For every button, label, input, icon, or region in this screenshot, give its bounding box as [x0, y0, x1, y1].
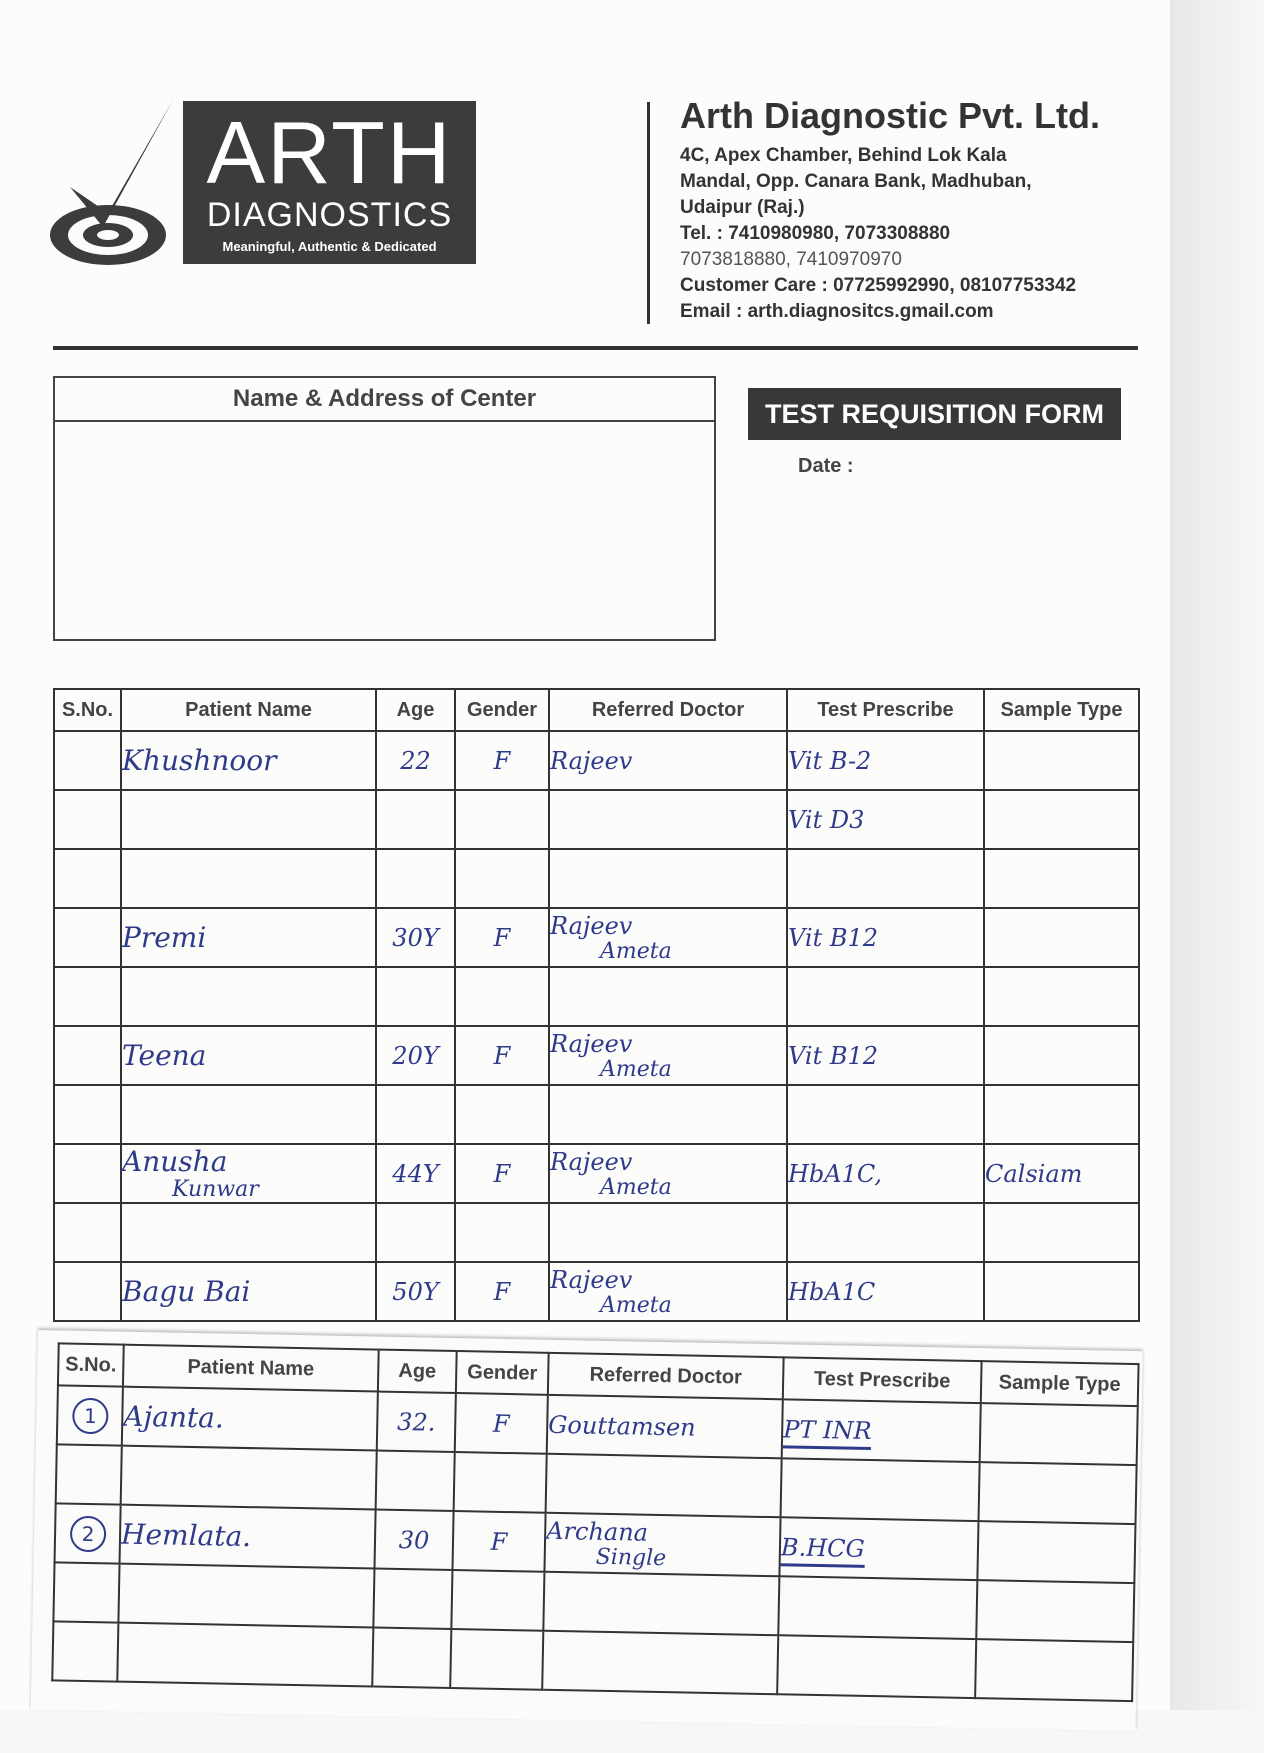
- cell-gender[interactable]: [455, 790, 549, 849]
- patient-table-1: [53, 688, 1140, 1322]
- cell-test-prescribe[interactable]: [787, 908, 984, 967]
- cell-age[interactable]: 32.: [377, 1392, 456, 1452]
- patient-name-value: Bagu Bai: [122, 1275, 251, 1308]
- test-value: HbA1C,: [788, 1159, 883, 1188]
- sno-value: 1: [72, 1398, 109, 1435]
- cell-gender[interactable]: [455, 1203, 549, 1262]
- cell-gender[interactable]: [455, 849, 549, 908]
- cell-gender[interactable]: F: [455, 1144, 549, 1203]
- cell-age[interactable]: [376, 849, 455, 908]
- patient-name-value: Hemlata.: [120, 1517, 252, 1554]
- cell-sample-type[interactable]: Calsiam: [984, 1144, 1139, 1203]
- cell-test-prescribe[interactable]: [787, 1026, 984, 1085]
- doctor-line2: Ameta: [600, 1174, 672, 1200]
- col-patient-name: Patient Name: [123, 1345, 379, 1392]
- cell-patient-name[interactable]: [121, 1026, 376, 1085]
- cell-gender[interactable]: F: [452, 1511, 545, 1572]
- patient-name-value: Teena: [122, 1039, 207, 1072]
- cell-test-prescribe[interactable]: [782, 1399, 981, 1462]
- telephone: Tel. : 7410980980, 7073308880: [680, 223, 951, 244]
- brand-logo: [48, 95, 488, 270]
- test-value: HbA1C: [788, 1277, 876, 1306]
- cell-sample-type[interactable]: [984, 1203, 1139, 1262]
- col-referred-doctor: Referred Doctor: [548, 1353, 784, 1400]
- cell-patient-name[interactable]: [121, 790, 376, 849]
- patient-name-value: Anusha: [122, 1145, 228, 1178]
- doctor-line2: Ameta: [600, 938, 672, 964]
- cell-age[interactable]: [376, 1203, 455, 1262]
- col-sample-type: Sample Type: [984, 689, 1139, 731]
- cell-sample-type[interactable]: [984, 1026, 1139, 1085]
- cell-sno[interactable]: [54, 908, 121, 967]
- company-name: Arth Diagnostic Pvt. Ltd.: [680, 95, 1101, 136]
- cell-test-prescribe[interactable]: [787, 1262, 984, 1321]
- cell-referred-doctor[interactable]: [542, 1631, 778, 1695]
- page-edge: [1170, 0, 1264, 1753]
- cell-age[interactable]: [376, 967, 455, 1026]
- cell-gender[interactable]: F: [455, 1026, 549, 1085]
- cell-referred-doctor[interactable]: [549, 1144, 787, 1203]
- cell-patient-name[interactable]: [117, 1623, 373, 1687]
- table-row: [54, 1203, 1139, 1262]
- doctor-value: Rajeev: [550, 1029, 633, 1058]
- cell-patient-name[interactable]: [121, 1085, 376, 1144]
- cell-sample-type[interactable]: [984, 731, 1139, 790]
- table-row: [54, 1262, 1139, 1321]
- cell-gender[interactable]: F: [455, 908, 549, 967]
- cell-sample-type[interactable]: [984, 908, 1139, 967]
- cell-sno[interactable]: [54, 1085, 121, 1144]
- table-row: [54, 790, 1139, 849]
- cell-sno[interactable]: [54, 1262, 121, 1321]
- cell-sno[interactable]: [56, 1444, 122, 1504]
- cell-patient-name[interactable]: [120, 1505, 376, 1569]
- test-value: B.HCG: [781, 1533, 865, 1568]
- cell-sno[interactable]: [52, 1621, 118, 1681]
- cell-sample-type[interactable]: [976, 1580, 1134, 1642]
- cell-referred-doctor[interactable]: [549, 1026, 787, 1085]
- col-age: Age: [376, 689, 455, 731]
- cell-gender[interactable]: [455, 1085, 549, 1144]
- col-sno: S.No.: [54, 689, 121, 731]
- cell-sample-type[interactable]: [984, 1085, 1139, 1144]
- cell-test-prescribe[interactable]: [787, 967, 984, 1026]
- cell-patient-name[interactable]: [121, 849, 376, 908]
- date-label: Date :: [798, 455, 854, 477]
- col-test-prescribe: Test Prescribe: [787, 689, 984, 731]
- doctor-value: Rajeev: [550, 1265, 633, 1294]
- col-sno: S.No.: [58, 1343, 124, 1386]
- cell-sno[interactable]: [54, 1026, 121, 1085]
- col-age: Age: [378, 1350, 457, 1393]
- cell-age[interactable]: 44Y: [376, 1144, 455, 1203]
- col-referred-doctor: Referred Doctor: [549, 689, 787, 731]
- cell-referred-doctor[interactable]: [549, 908, 787, 967]
- cell-test-prescribe[interactable]: [779, 1517, 978, 1580]
- cell-patient-name[interactable]: [121, 1203, 376, 1262]
- col-gender: Gender: [456, 1351, 549, 1395]
- test-value: PT INR: [783, 1415, 872, 1450]
- cell-test-prescribe[interactable]: [781, 1458, 980, 1521]
- cell-sno[interactable]: [54, 967, 121, 1026]
- doctor-line2: Ameta: [600, 1056, 672, 1082]
- cell-gender[interactable]: [455, 967, 549, 1026]
- cell-test-prescribe[interactable]: [787, 731, 984, 790]
- cell-test-prescribe[interactable]: [778, 1576, 977, 1639]
- col-gender: Gender: [455, 689, 549, 731]
- cell-referred-doctor[interactable]: [549, 849, 787, 908]
- cell-age[interactable]: [376, 790, 455, 849]
- sno-value: 2: [70, 1516, 107, 1553]
- cell-patient-name[interactable]: [121, 908, 376, 967]
- cell-referred-doctor[interactable]: [549, 790, 787, 849]
- cell-sno[interactable]: [53, 1562, 119, 1622]
- patient-name-value: Khushnoor: [122, 744, 277, 777]
- cell-sno[interactable]: [54, 1203, 121, 1262]
- patient-table-2: [51, 1342, 1139, 1702]
- cell-gender[interactable]: F: [455, 1262, 549, 1321]
- logo-tagline: Meaningful, Authentic & Dedicated: [222, 239, 437, 254]
- logo-brand-text: ARTH: [206, 103, 453, 202]
- cell-patient-name[interactable]: [121, 1262, 376, 1321]
- doctor-line2: Ameta: [600, 1292, 672, 1318]
- center-box-heading: Name & Address of Center: [55, 378, 714, 422]
- table-row: [54, 908, 1139, 967]
- cell-gender[interactable]: F: [455, 731, 549, 790]
- col-patient-name: Patient Name: [121, 689, 376, 731]
- doctor-value: Rajeev: [550, 911, 633, 940]
- cell-age[interactable]: 50Y: [376, 1262, 455, 1321]
- cell-sample-type[interactable]: [984, 790, 1139, 849]
- cell-age[interactable]: 30: [374, 1510, 453, 1570]
- cell-test-prescribe[interactable]: [787, 790, 984, 849]
- telephone-2: 7073818880, 7410970970: [680, 249, 902, 270]
- cell-age[interactable]: [373, 1569, 452, 1629]
- company-info: [680, 95, 1150, 325]
- doctor-value: Gouttamsen: [548, 1410, 696, 1442]
- target-check-icon: [48, 95, 188, 270]
- address-line-3: Udaipur (Raj.): [680, 197, 805, 218]
- cell-patient-name[interactable]: [122, 1387, 378, 1451]
- cell-gender[interactable]: F: [455, 1393, 548, 1454]
- second-sheet: [31, 1330, 1143, 1731]
- cell-test-prescribe[interactable]: [777, 1635, 976, 1698]
- cell-referred-doctor[interactable]: [549, 731, 787, 790]
- cell-age[interactable]: 20Y: [376, 1026, 455, 1085]
- address-line-2: Mandal, Opp. Canara Bank, Madhuban,: [680, 171, 1032, 192]
- patient-name-value: Premi: [122, 921, 207, 954]
- cell-sample-type[interactable]: [984, 849, 1139, 908]
- cell-age[interactable]: [376, 1451, 455, 1511]
- table-row: [54, 1085, 1139, 1144]
- logo-sub-text: DIAGNOSTICS: [206, 196, 453, 234]
- cell-gender[interactable]: [454, 1452, 547, 1513]
- cell-test-prescribe[interactable]: [787, 1085, 984, 1144]
- cell-gender[interactable]: [450, 1629, 543, 1690]
- table-row: [54, 967, 1139, 1026]
- col-test-prescribe: Test Prescribe: [783, 1357, 982, 1403]
- test-value: Vit B12: [788, 1041, 879, 1070]
- table-row: [54, 849, 1139, 908]
- cell-patient-name[interactable]: [121, 967, 376, 1026]
- header-divider: [647, 102, 650, 324]
- cell-age[interactable]: [376, 1085, 455, 1144]
- center-address-box[interactable]: [53, 376, 716, 641]
- cell-age[interactable]: 22: [376, 731, 455, 790]
- cell-referred-doctor[interactable]: [546, 1454, 782, 1518]
- header-rule: [53, 346, 1138, 350]
- logo-wordmark: [183, 101, 476, 264]
- patient-name-value: Ajanta.: [123, 1399, 225, 1435]
- cell-sno[interactable]: [54, 790, 121, 849]
- cell-age[interactable]: [372, 1627, 451, 1687]
- cell-referred-doctor[interactable]: [543, 1572, 779, 1636]
- cell-patient-name[interactable]: [121, 1144, 376, 1203]
- cell-sample-type[interactable]: [975, 1639, 1133, 1701]
- doctor-value: Rajeev: [550, 1147, 633, 1176]
- cell-referred-doctor[interactable]: [547, 1395, 783, 1459]
- patient-name-line2: Kunwar: [172, 1177, 259, 1202]
- doctor-value: Archana: [545, 1516, 649, 1547]
- cell-patient-name[interactable]: [121, 1446, 377, 1510]
- cell-referred-doctor[interactable]: [549, 1085, 787, 1144]
- cell-sample-type[interactable]: [977, 1521, 1135, 1583]
- cell-referred-doctor[interactable]: [549, 1262, 787, 1321]
- cell-sample-type[interactable]: [980, 1403, 1138, 1465]
- cell-test-prescribe[interactable]: [787, 1144, 984, 1203]
- table-header-row: [54, 689, 1139, 731]
- cell-sample-type[interactable]: [979, 1462, 1137, 1524]
- test-value: Vit B-2: [788, 746, 872, 775]
- cell-referred-doctor[interactable]: [549, 1203, 787, 1262]
- cell-patient-name[interactable]: [121, 731, 376, 790]
- table-row: [54, 1144, 1139, 1203]
- cell-patient-name[interactable]: [118, 1564, 374, 1628]
- cell-age[interactable]: 30Y: [376, 908, 455, 967]
- test-value: Vit B12: [788, 923, 879, 952]
- cell-test-prescribe[interactable]: [787, 849, 984, 908]
- doctor-value: Rajeev: [550, 746, 633, 775]
- test-value: Vit D3: [788, 805, 865, 834]
- cell-test-prescribe[interactable]: [787, 1203, 984, 1262]
- col-sample-type: Sample Type: [981, 1361, 1139, 1406]
- cell-gender[interactable]: [451, 1570, 544, 1631]
- cell-sno[interactable]: [57, 1385, 123, 1445]
- cell-sno[interactable]: [55, 1503, 121, 1563]
- email: Email : arth.diagnositcs.gmail.com: [680, 301, 994, 322]
- address-line-1: 4C, Apex Chamber, Behind Lok Kala: [680, 145, 1007, 166]
- form-title: TEST REQUISITION FORM: [748, 388, 1121, 440]
- cell-sample-type[interactable]: [984, 1262, 1139, 1321]
- cell-sno[interactable]: [54, 731, 121, 790]
- table-row: [54, 731, 1139, 790]
- cell-sno[interactable]: [54, 849, 121, 908]
- cell-referred-doctor[interactable]: [544, 1513, 780, 1577]
- cell-sample-type[interactable]: [984, 967, 1139, 1026]
- doctor-line2: Single: [595, 1544, 667, 1571]
- cell-sno[interactable]: [54, 1144, 121, 1203]
- table-row: [54, 1026, 1139, 1085]
- cell-referred-doctor[interactable]: [549, 967, 787, 1026]
- customer-care: Customer Care : 07725992990, 08107753342: [680, 275, 1077, 296]
